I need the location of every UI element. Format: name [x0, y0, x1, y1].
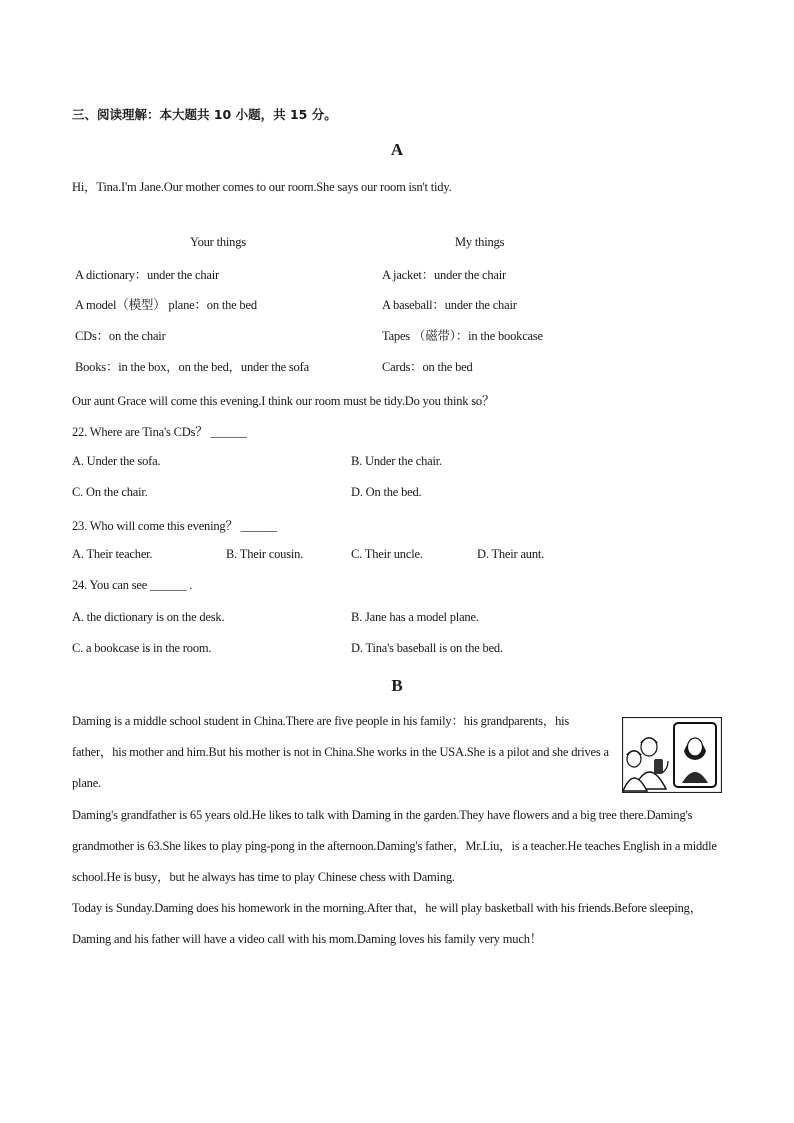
passage-paragraph: Daming's grandfather is 65 years old.He likes to talk with Daming in the garden.They have flowers and a big tree there.Daming's grandmother is 63.She likes to play ping-pong in the afternoon.Daming's father，Mr.Liu，is a teacher.He teaches English in a middle school.He is busy，but he always has time to play Chinese chess with Daming. [72, 807, 717, 885]
question-23-option-b: B. Their cousin. [226, 547, 304, 561]
question-24-option-c: C. a bookcase is in the room. [72, 641, 212, 655]
your-thing-item: Books：in the box，on the bed，under the sofa [75, 360, 309, 374]
question-22-option-c: C. On the chair. [72, 485, 148, 499]
question-23-option-c: C. Their uncle. [351, 547, 423, 561]
your-thing-item: A dictionary：under the chair [75, 268, 220, 282]
question-24-option-d: D. Tina's baseball is on the bed. [351, 641, 503, 655]
passage-paragraph: Daming is a middle school student in China.There are five people in his family：his grandparents，his father，his mother and him.But his mother is not in China.She works in the USA.She is a pilot and she drives a plane. [72, 714, 609, 791]
my-things-title: My things [455, 235, 505, 249]
question-22-option-d: D. On the bed. [351, 485, 422, 499]
part-a-closing: Our aunt Grace will come this evening.I think our room must be tidy.Do you think so？ [72, 394, 495, 408]
question-23-option-a: A. Their teacher. [72, 547, 153, 561]
question-22-option-a: A. Under the sofa. [72, 454, 161, 468]
section-heading: 三、阅读理解：本大题共 10 小题，共 15 分。 [72, 107, 337, 122]
my-thing-item: Cards：on the bed [382, 360, 473, 374]
question-24-stem: 24. You can see ______ . [72, 578, 193, 592]
question-24-option-a: A. the dictionary is on the desk. [72, 610, 225, 624]
part-a-letter: A [390, 140, 404, 159]
question-24-option-b: B. Jane has a model plane. [351, 610, 479, 624]
your-thing-item: A model（模型） plane：on the bed [75, 298, 257, 312]
question-22-stem: 22. Where are Tina's CDs？ ______ [72, 425, 247, 439]
part-b-letter: B [391, 676, 403, 695]
my-thing-item: A baseball：under the chair [382, 298, 517, 312]
question-22-option-b: B. Under the chair. [351, 454, 442, 468]
question-23-stem: 23. Who will come this evening？ ______ [72, 519, 277, 533]
your-thing-item: CDs：on the chair [75, 329, 166, 343]
my-thing-item: Tapes （磁带）：in the bookcase [382, 329, 543, 343]
part-a-intro: Hi，Tina.I'm Jane.Our mother comes to our room.She says our room isn't tidy. [72, 180, 452, 194]
passage-paragraph: Today is Sunday.Daming does his homework in the morning.After that，he will play basketball with his friends.Before sleeping，Daming and his father will have a video call with his mom.Daming loves his family very much！ [72, 901, 702, 947]
my-thing-item: A jacket：under the chair [382, 268, 506, 282]
your-things-title: Your things [190, 235, 246, 249]
question-23-option-d: D. Their aunt. [477, 547, 545, 561]
part-b-passage [72, 706, 722, 956]
